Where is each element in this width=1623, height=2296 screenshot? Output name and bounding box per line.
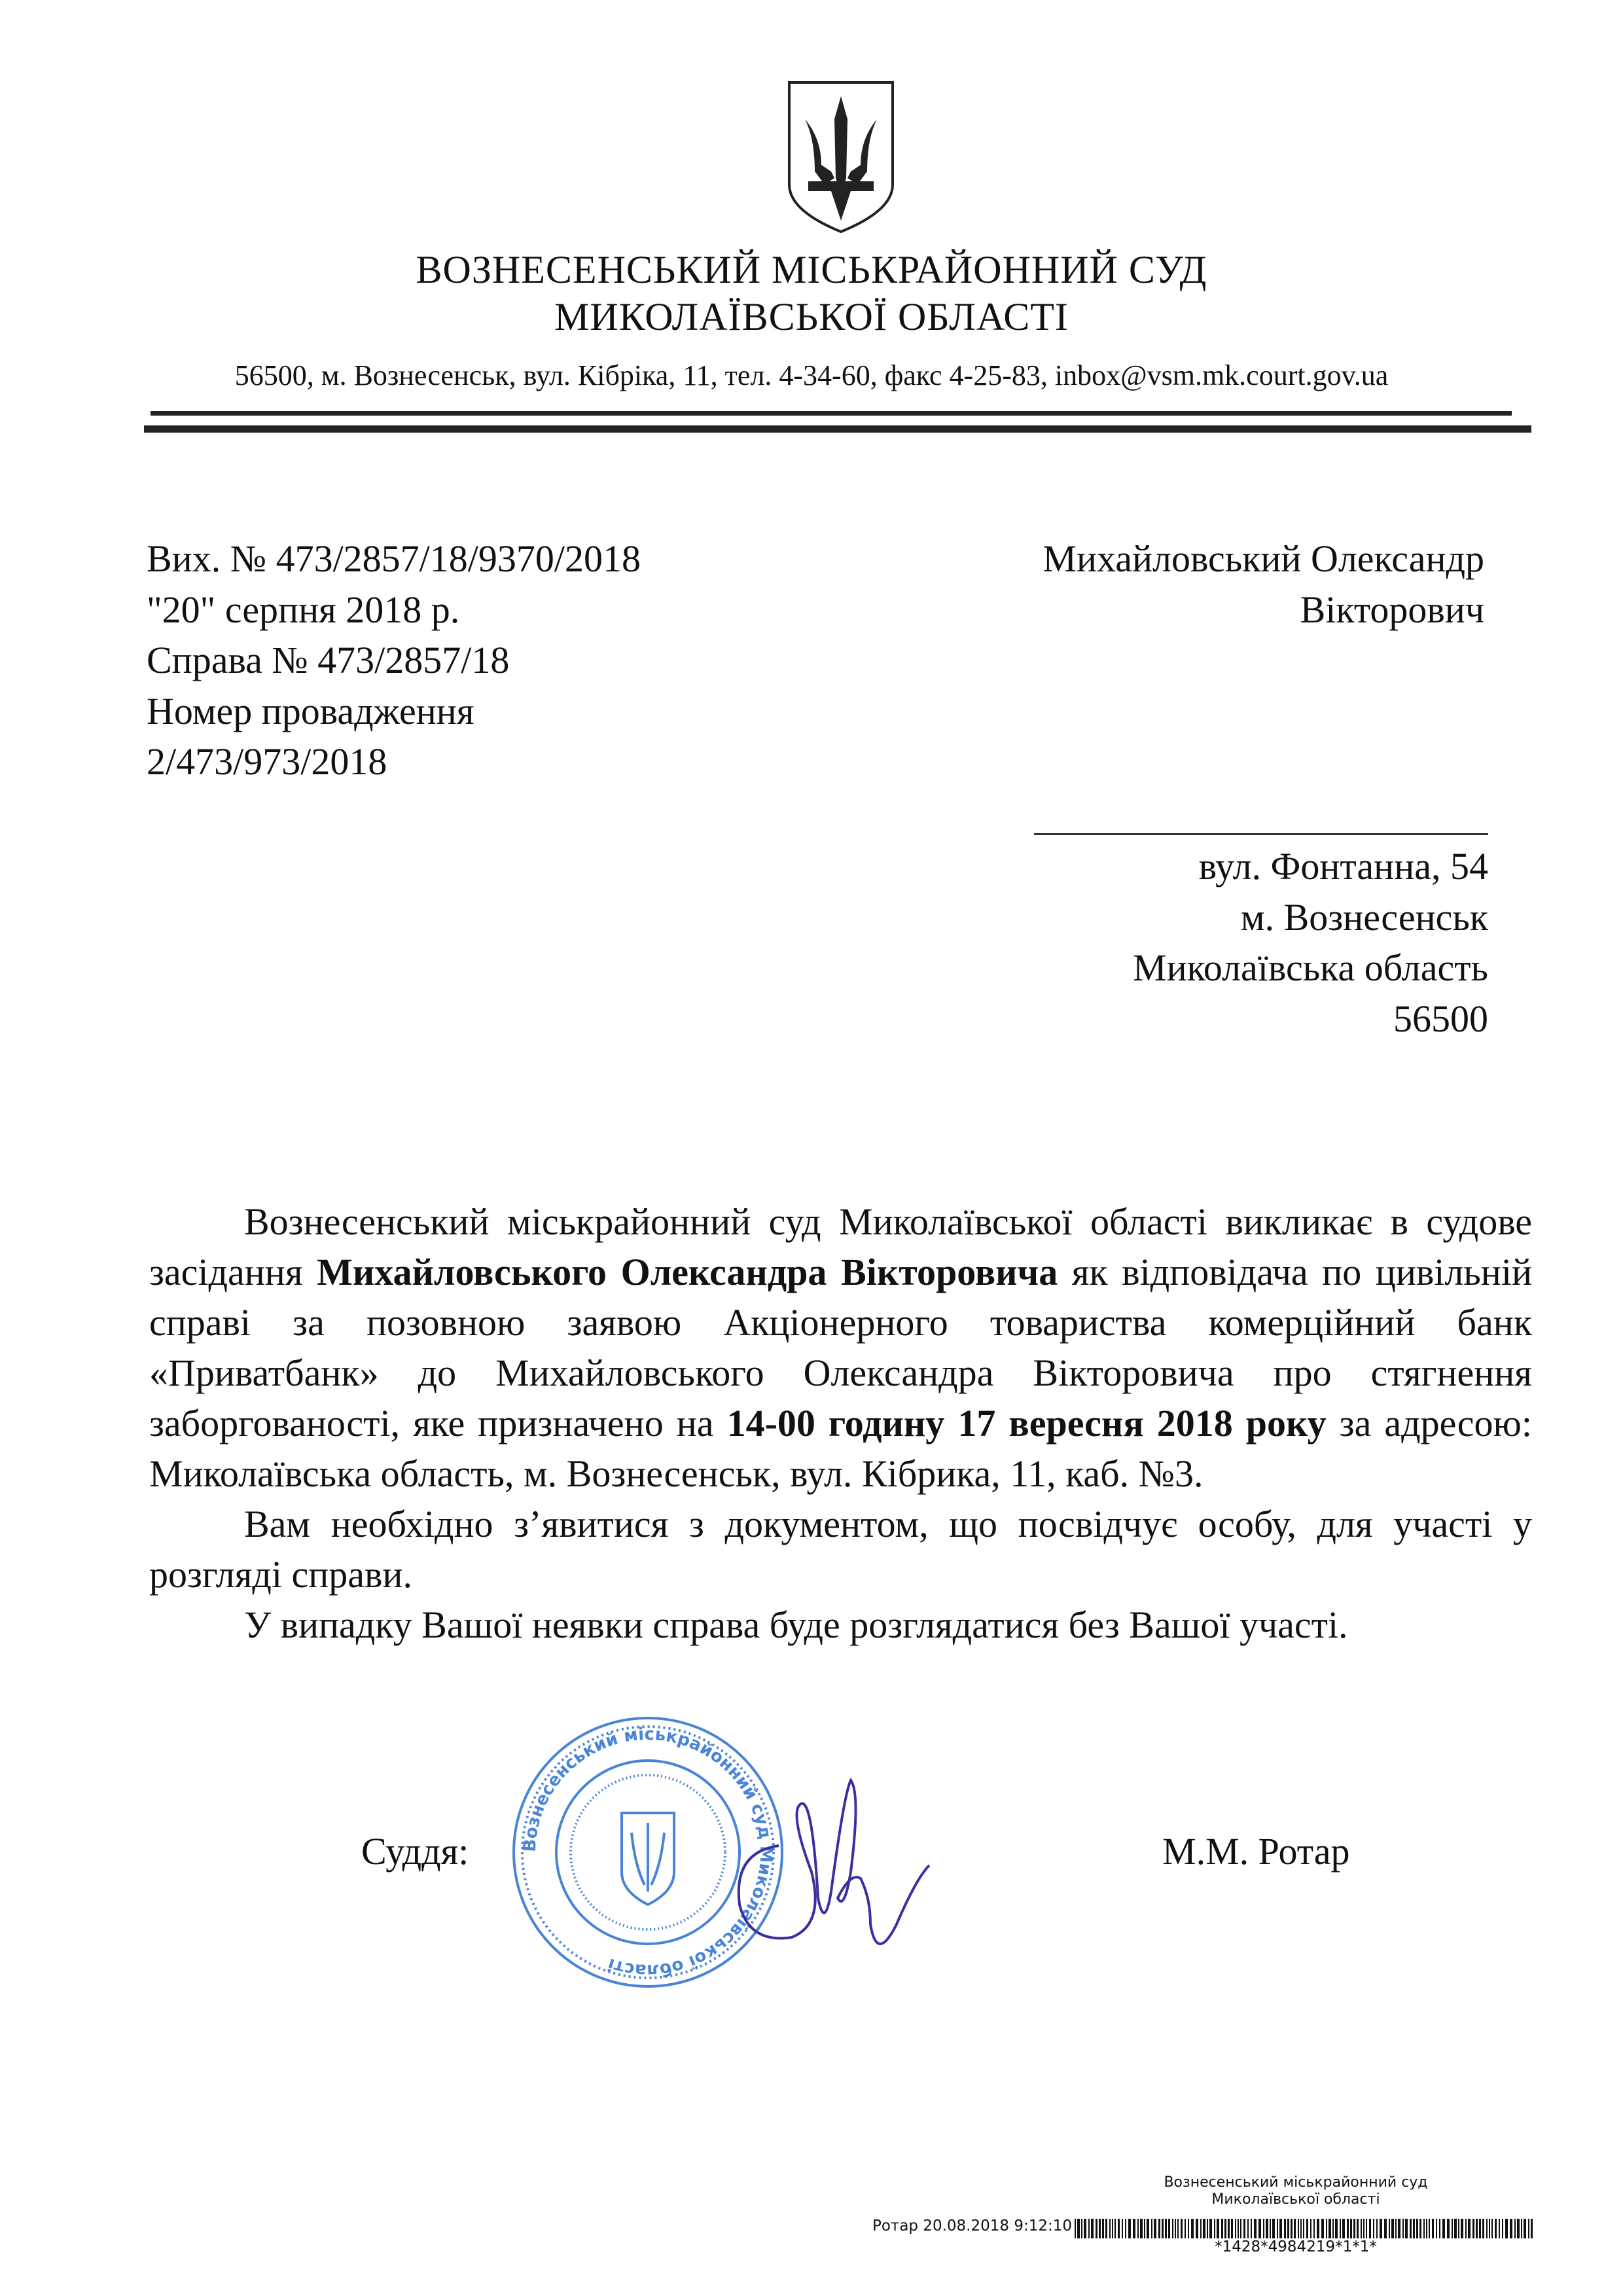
proceeding-label: Номер провадження — [147, 689, 474, 732]
letter-body — [149, 1196, 1532, 1650]
barcode-bar — [1177, 2219, 1179, 2238]
case-number: Справа № 473/2857/18 — [147, 639, 510, 681]
barcode-bar — [1482, 2219, 1484, 2238]
id-requirement-paragraph: Вам необхідно з’явитися з документом, що посвідчує особу, для участі у розгляді справи. — [149, 1503, 1532, 1596]
stamp-text: Вознесенський міськрайонний суд Миколаївської області — [520, 1724, 776, 1981]
recipient-name-line2: Вікторович — [1300, 588, 1484, 631]
judge-name: М.М. Ротар — [1162, 1830, 1350, 1873]
barcode-bar — [1432, 2219, 1434, 2238]
barcode-bar — [1461, 2219, 1463, 2238]
barcode-bar — [1517, 2219, 1520, 2238]
barcode-bar — [1442, 2219, 1445, 2238]
barcode-bar — [1313, 2219, 1315, 2238]
signer-timestamp: Ротар 20.08.2018 9:12:10 — [872, 2217, 1072, 2234]
barcode-bar — [1247, 2219, 1249, 2238]
barcode-bar — [1416, 2219, 1418, 2238]
text-segment: за адресою: Миколаївська область, м. Вознесенськ, вул. Кібрика, 11, каб. №3. — [149, 1402, 1532, 1495]
barcode-bar — [1391, 2219, 1394, 2238]
barcode-bar — [1479, 2219, 1481, 2238]
barcode-bar — [1347, 2219, 1349, 2238]
barcode-bar — [1084, 2219, 1086, 2238]
barcode-bar — [1524, 2219, 1526, 2238]
barcode-bar — [1373, 2219, 1374, 2238]
barcode-bar — [1154, 2219, 1156, 2238]
barcode-bar — [1217, 2219, 1219, 2238]
barcode-bar — [1109, 2219, 1111, 2238]
barcode-bar — [1238, 2219, 1239, 2238]
barcode-bar — [1137, 2219, 1139, 2238]
barcode-bar — [1452, 2219, 1453, 2238]
barcode-bar — [1361, 2219, 1362, 2238]
barcode-bar — [1369, 2219, 1371, 2238]
barcode-bar — [1235, 2219, 1236, 2238]
barcode-bar — [1489, 2219, 1490, 2238]
barcode-bar — [1491, 2219, 1493, 2238]
text-segment: як відповідача по цивільній справі за позовною заявою Акціонерного товариства комерційний банк «Приватбанк» до Михайловського Олександра Вікторовича про стягнення заборгованості, яке призначено на — [149, 1251, 1532, 1444]
barcode-bar — [1099, 2219, 1101, 2238]
barcode-bar — [1091, 2219, 1094, 2238]
barcode-bar — [1284, 2219, 1286, 2238]
barcode-bar — [1203, 2219, 1205, 2238]
barcode-bar — [1272, 2219, 1275, 2238]
barcode-bar — [1447, 2219, 1450, 2238]
barcode-bar — [1125, 2219, 1126, 2238]
barcode-bar — [1350, 2219, 1352, 2238]
barcode-bar — [1514, 2219, 1516, 2238]
barcode-bar — [1335, 2219, 1338, 2238]
barcode-bar — [1168, 2219, 1170, 2238]
barcode-bar — [1112, 2219, 1113, 2238]
barcode-bar — [1423, 2219, 1425, 2238]
barcode-bar — [1472, 2219, 1474, 2238]
barcode-bar — [1118, 2219, 1120, 2238]
barcode-bar — [1133, 2219, 1135, 2238]
barcode-bar — [1128, 2219, 1131, 2238]
court-name: ВОЗНЕСЕНСЬКИЙ МІСЬКРАЙОННИЙ СУД — [416, 248, 1207, 291]
text-segment: Вознесенський міськрайонний суд Миколаївської області викликає в судове засідання — [149, 1200, 1532, 1293]
barcode-bar — [1531, 2219, 1533, 2238]
barcode-bar — [1486, 2219, 1488, 2238]
barcode-bar — [1096, 2219, 1097, 2238]
barcode-bar — [1419, 2219, 1421, 2238]
barcode-bar — [1294, 2219, 1296, 2238]
barcode-bar — [1468, 2219, 1471, 2238]
barcode-bar — [1200, 2219, 1202, 2238]
footer-court — [1113, 2174, 1479, 2208]
barcode-bar — [1366, 2219, 1367, 2238]
barcode-bar — [1310, 2219, 1311, 2238]
judge-label: Суддя: — [361, 1830, 469, 1873]
hearing-datetime: 14-00 годину 17 вересня 2018 року — [726, 1402, 1327, 1444]
barcode-bar — [1221, 2219, 1223, 2238]
header-divider-thick — [144, 425, 1531, 433]
handwritten-signature — [720, 1767, 955, 1977]
barcode-bar — [1147, 2219, 1149, 2238]
barcode-bar — [1326, 2219, 1327, 2238]
barcode-bar — [1303, 2219, 1304, 2238]
barcode-bar — [1332, 2219, 1334, 2238]
recipient-city: м. Вознесенськ — [1240, 895, 1488, 939]
barcode-bar — [1510, 2219, 1512, 2238]
barcode-bar — [1258, 2219, 1261, 2238]
barcode-bar — [1321, 2219, 1324, 2238]
barcode-text: *1428*4984219*1*1* — [1215, 2238, 1377, 2255]
barcode-bar — [1340, 2219, 1341, 2238]
barcode-bar — [1214, 2219, 1215, 2238]
barcode-bar — [1228, 2219, 1230, 2238]
barcode-bar — [1436, 2219, 1437, 2238]
barcode-bar — [1140, 2219, 1143, 2238]
court-address: 56500, м. Вознесенськ, вул. Кібріка, 11, тел. 4-34-60, факс 4-25-83, inbox@vsm.mk.court.gov.ua — [234, 359, 1389, 391]
barcode-bar — [1270, 2219, 1271, 2238]
barcode-bar — [1495, 2219, 1497, 2238]
recipient-address — [1133, 841, 1488, 1044]
absence-notice-paragraph: У випадку Вашої неявки справа буде розглядатися без Вашої участі. — [244, 1604, 1348, 1646]
barcode-bar — [1165, 2219, 1167, 2238]
recipient-postcode: 56500 — [1393, 997, 1488, 1040]
recipient-street: вул. Фонтанна, 54 — [1198, 845, 1488, 888]
barcode-bar — [1413, 2219, 1415, 2238]
barcode-bar — [1263, 2219, 1264, 2238]
barcode-bar — [1402, 2219, 1404, 2238]
recipient-divider — [1034, 833, 1488, 835]
court-region: МИКОЛАЇВСЬКОЇ ОБЛАСТІ — [554, 295, 1069, 338]
barcode-bar — [1476, 2219, 1478, 2238]
barcode-bar — [1105, 2219, 1107, 2238]
summons-paragraph — [149, 1196, 1532, 1499]
barcode-bar — [1426, 2219, 1427, 2238]
barcode-bar — [1207, 2219, 1208, 2238]
barcode-bar — [1081, 2219, 1082, 2238]
barcode-bar — [1384, 2219, 1387, 2238]
barcode-bar — [1122, 2219, 1123, 2238]
barcode-bar — [1266, 2219, 1268, 2238]
barcode-bar — [1279, 2219, 1282, 2238]
barcode-bar — [1380, 2219, 1382, 2238]
recipient-name-line1: Михайловський Олександр — [1043, 537, 1484, 580]
barcode-bar — [1231, 2219, 1233, 2238]
barcode-bar — [1298, 2219, 1299, 2238]
barcode-bar — [1329, 2219, 1331, 2238]
defendant-name: Михайловського Олександра Вікторовича — [317, 1251, 1058, 1293]
document-meta — [147, 533, 641, 787]
barcode-bar — [1405, 2219, 1408, 2238]
footer-court-line1: Вознесенський міськрайонний суд — [1164, 2174, 1428, 2191]
document-date: "20" серпня 2018 р. — [147, 588, 460, 631]
footer-court-line2: Миколаївської області — [1211, 2191, 1380, 2208]
barcode-bar — [1505, 2219, 1508, 2238]
barcode-bar — [1172, 2219, 1173, 2238]
barcode-bar — [1115, 2219, 1116, 2238]
barcode-bar — [1191, 2219, 1194, 2238]
barcode-bar — [1353, 2219, 1355, 2238]
barcode-bar — [1251, 2219, 1252, 2238]
barcode-bar — [1287, 2219, 1289, 2238]
outgoing-number: Вих. № 473/2857/18/9370/2018 — [147, 537, 641, 580]
barcode-bar — [1175, 2219, 1176, 2238]
barcode-bar — [1317, 2219, 1319, 2238]
barcode-bar — [1158, 2219, 1160, 2238]
barcode-bar — [1300, 2219, 1302, 2238]
barcode-bar — [1077, 2219, 1080, 2238]
barcode-bar — [1185, 2219, 1186, 2238]
barcode-bar — [1395, 2219, 1397, 2238]
barcode-bar — [1240, 2219, 1241, 2238]
barcode-bar — [1398, 2219, 1400, 2238]
barcode-bar — [1376, 2219, 1378, 2238]
barcode-bar — [1144, 2219, 1145, 2238]
barcode-bar — [1465, 2219, 1467, 2238]
barcode-bar — [1088, 2219, 1090, 2238]
barcode — [1075, 2219, 1533, 2238]
barcode-bar — [1458, 2219, 1459, 2238]
barcode-bar — [1363, 2219, 1364, 2238]
proceeding-number: 2/473/973/2018 — [147, 740, 387, 783]
barcode-bar — [1502, 2219, 1503, 2238]
barcode-bar — [1429, 2219, 1430, 2238]
recipient-region: Миколаївська область — [1133, 946, 1488, 989]
barcode-bar — [1357, 2219, 1359, 2238]
barcode-bar — [1075, 2219, 1076, 2238]
barcode-bar — [1410, 2219, 1412, 2238]
barcode-bar — [1389, 2219, 1390, 2238]
barcode-bar — [1521, 2219, 1522, 2238]
barcode-bar — [1209, 2219, 1212, 2238]
barcode-bar — [1162, 2219, 1164, 2238]
header-divider — [151, 411, 1512, 416]
barcode-bar — [1181, 2219, 1183, 2238]
barcode-bar — [1342, 2219, 1345, 2238]
barcode-bar — [1243, 2219, 1245, 2238]
barcode-bar — [1499, 2219, 1500, 2238]
barcode-bar — [1254, 2219, 1257, 2238]
barcode-bar — [1439, 2219, 1440, 2238]
barcode-bar — [1151, 2219, 1152, 2238]
barcode-bar — [1277, 2219, 1278, 2238]
barcode-bar — [1306, 2219, 1308, 2238]
barcode-bar — [1102, 2219, 1104, 2238]
barcode-bar — [1188, 2219, 1189, 2238]
barcode-bar — [1196, 2219, 1198, 2238]
barcode-bar — [1291, 2219, 1293, 2238]
recipient-name — [1043, 533, 1484, 635]
barcode-bar — [1454, 2219, 1457, 2238]
barcode-bar — [1528, 2219, 1529, 2238]
barcode-bar — [1224, 2219, 1226, 2238]
coat-of-arms-icon — [785, 80, 897, 234]
